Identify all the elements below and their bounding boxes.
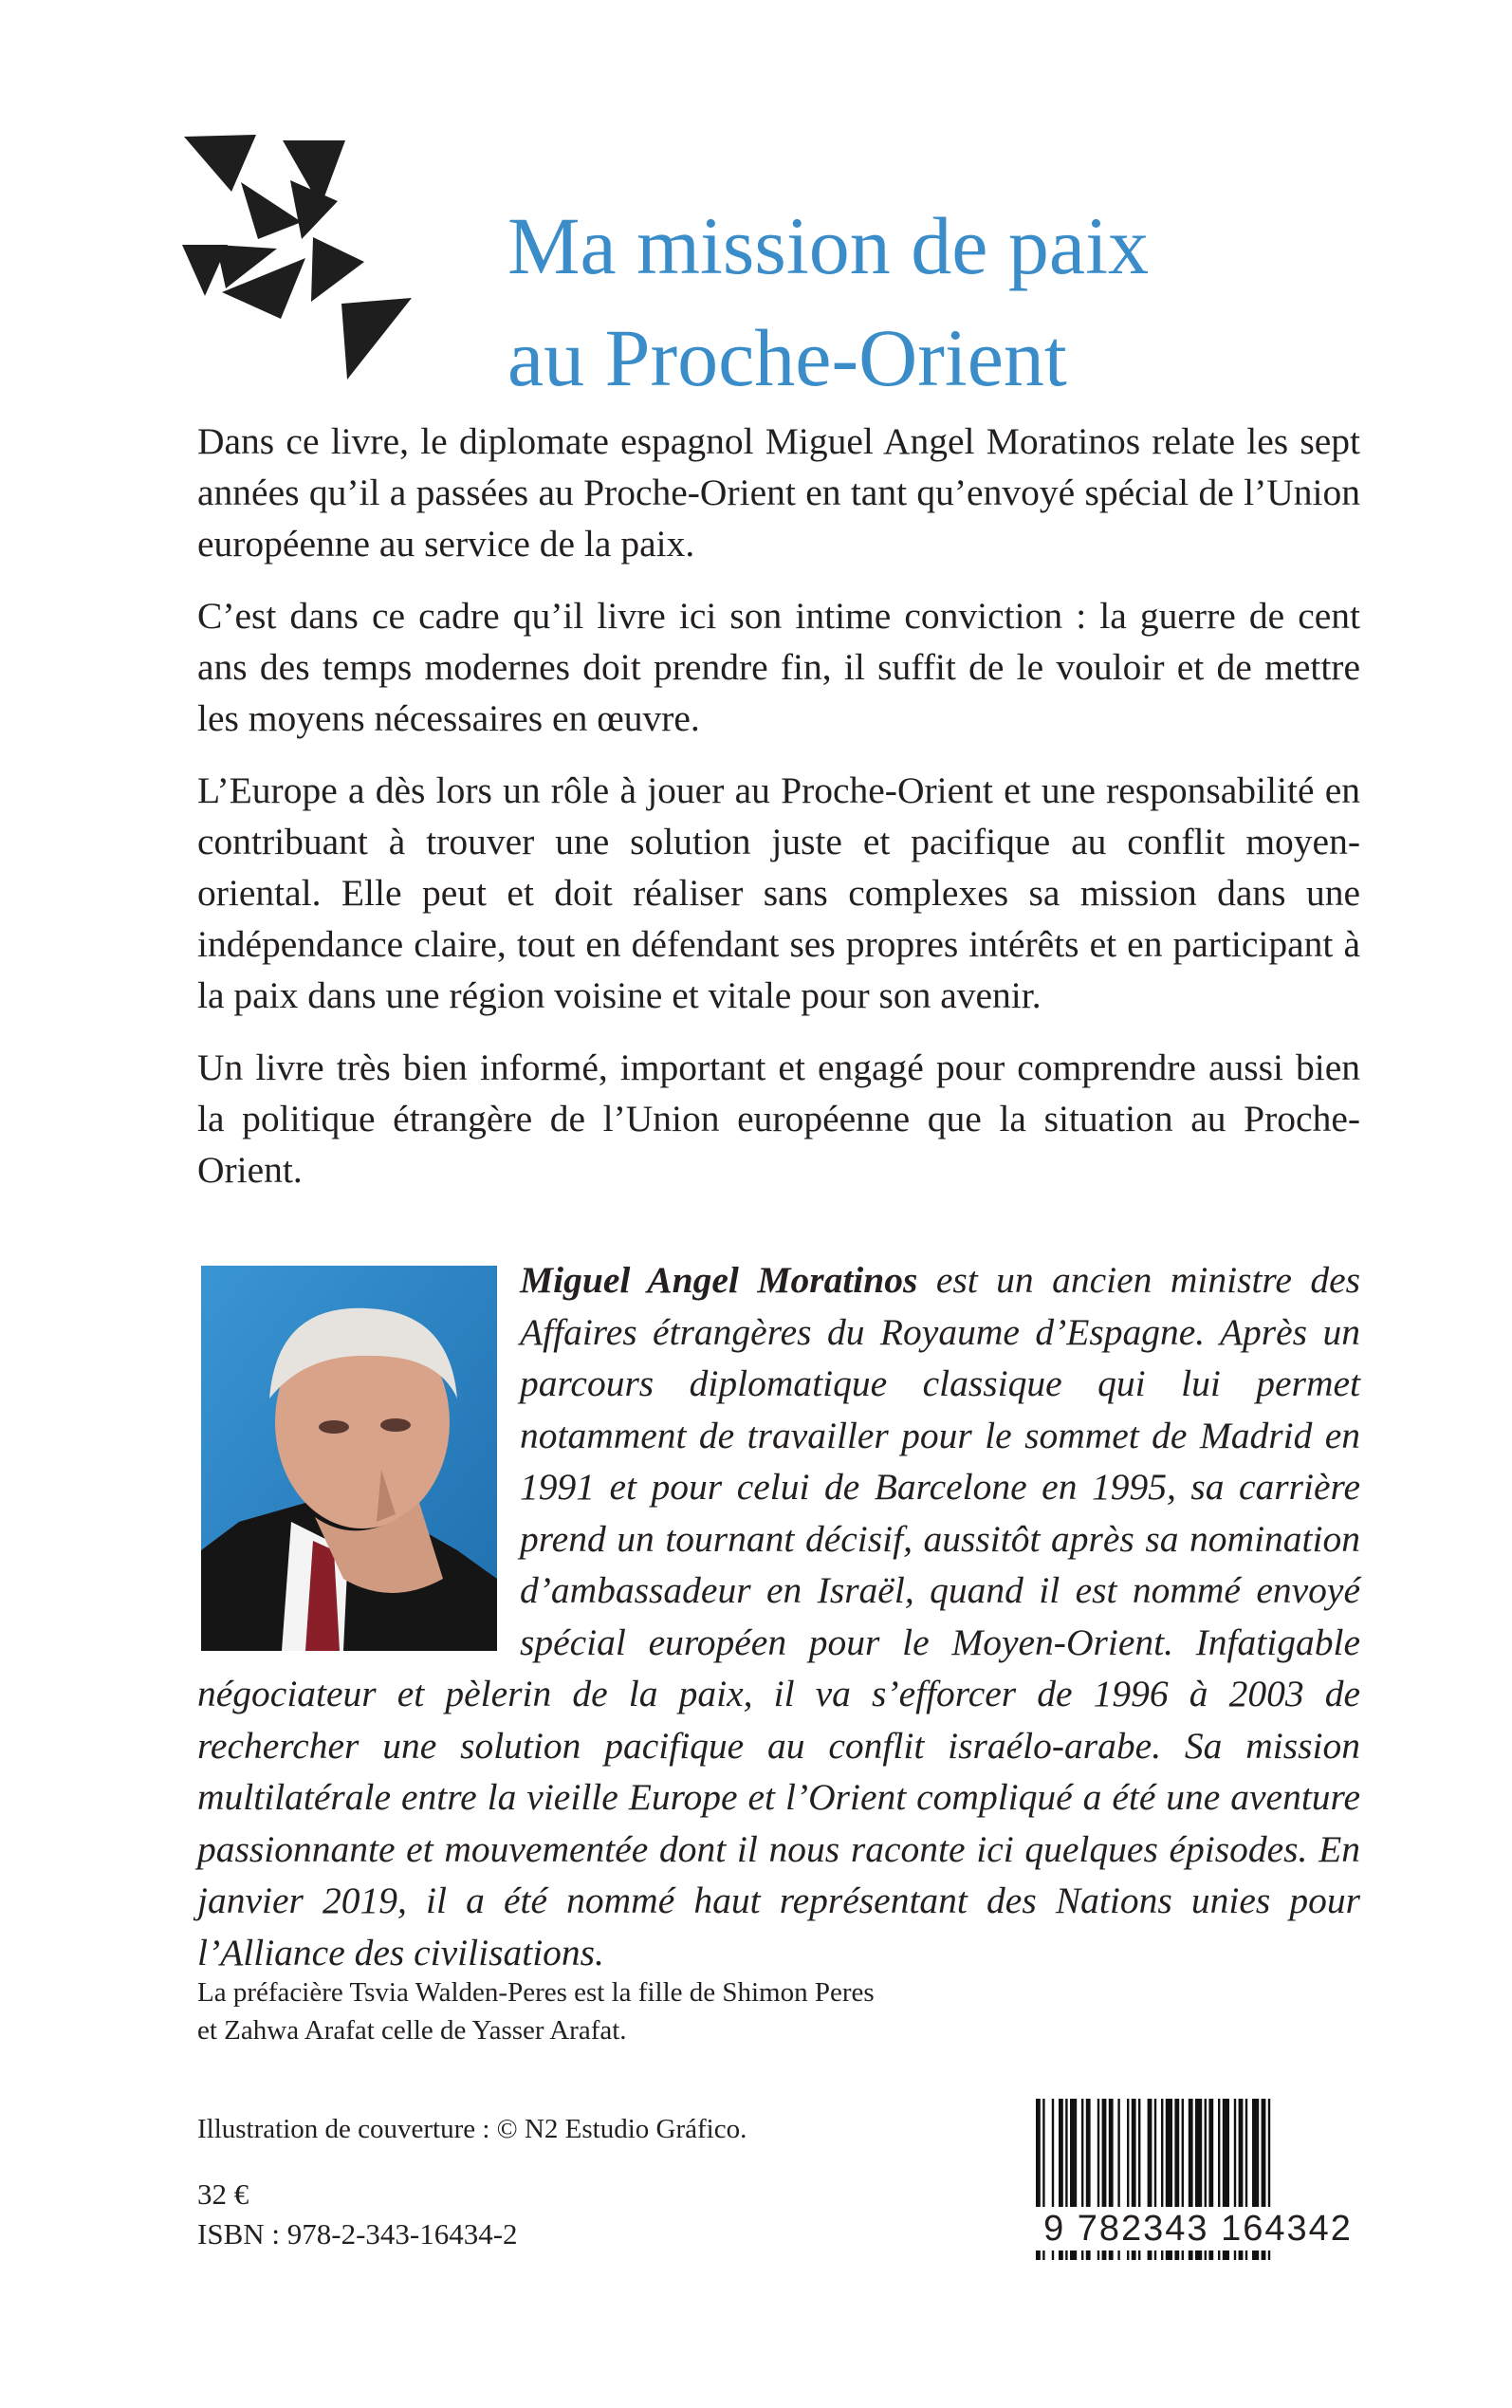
book-title bbox=[507, 190, 1456, 414]
barcode-number: 9 782343 164342 bbox=[1023, 2207, 1374, 2251]
title-line-2: au Proche-Orient bbox=[507, 311, 1067, 403]
author-name: Miguel Angel Moratinos bbox=[520, 1259, 918, 1301]
summary-paragraph: Dans ce livre, le diplomate espagnol Miguel Angel Moratinos relate les sept années qu’il a passées au Proche-Orient en tant qu’envoyé spécial de l’Union européenne au service de la paix. bbox=[197, 420, 1360, 565]
origami-bird-logo bbox=[178, 133, 453, 389]
price-block bbox=[197, 2175, 518, 2254]
photo-spacer bbox=[197, 1254, 520, 1664]
author-bio-text: est un ancien ministre des Affaires étrangères du Royaume d’Espagne. Après un parcours diplomatique classique qui lui permet notamment de travailler pour le sommet de Madrid en 1991 et pour celui de Barcelone en 1995, sa carrière prend un tournant décisif, aussitôt après sa nomination d’ambassadeur en Israël, quand il est nommé envoyé spécial européen pour le Moyen-Orient. Infatigable négociateur et pèlerin de la paix, il va s’efforcer de 1996 à 2003 de rechercher une solution pacifique au conflit israélo-arabe. Sa mission multilatérale entre la vieille Europe et l’Orient compliqué a été une aventure passionnante et mouvementée dont il nous raconte ici quelques épisodes. En janvier 2019, il a été nommé haut représentant des Nations unies pour l’Alliance des civilisations. bbox=[197, 1259, 1360, 1973]
summary-paragraph: C’est dans ce cadre qu’il livre ici son intime conviction : la guerre de cent ans des temps modernes doit prendre fin, il suffit de le vouloir et de mettre les moyens nécessaires en œuvre. bbox=[197, 595, 1360, 739]
illustration-credit: Illustration de couverture : © N2 Estudio Gráfico. bbox=[197, 2114, 747, 2144]
logo-shard-9 bbox=[341, 298, 412, 380]
summary-paragraph: Un livre très bien informé, important et engagé pour comprendre aussi bien la politique étrangère de l’Union européenne que la situation au Proche-Orient. bbox=[197, 1047, 1360, 1191]
summary-paragraph: L’Europe a dès lors un rôle à jouer au Proche-Orient et une responsabilité en contribuant à trouver une solution juste et pacifique au conflit moyen-oriental. Elle peut et doit réaliser sans complexes sa mission dans une indépendance claire, tout en défendant ses propres intérêts et en participant à la paix dans une région voisine et vitale pour son avenir. bbox=[197, 769, 1360, 1016]
logo-shard-1 bbox=[184, 135, 256, 192]
preface-line-1: La préfacière Tsvia Walden-Peres est la fille de Shimon Peres bbox=[197, 1977, 875, 2008]
book-summary bbox=[197, 416, 1360, 1216]
price: 32 € bbox=[197, 2177, 249, 2211]
isbn: ISBN : 978-2-343-16434-2 bbox=[197, 2217, 518, 2251]
author-bio bbox=[197, 1254, 1360, 1978]
logo-shard-8 bbox=[311, 237, 364, 302]
preface-line-2: et Zahwa Arafat celle de Yasser Arafat. bbox=[197, 2015, 627, 2046]
preface-credit bbox=[197, 1973, 875, 2049]
title-line-1: Ma mission de paix bbox=[507, 199, 1149, 291]
